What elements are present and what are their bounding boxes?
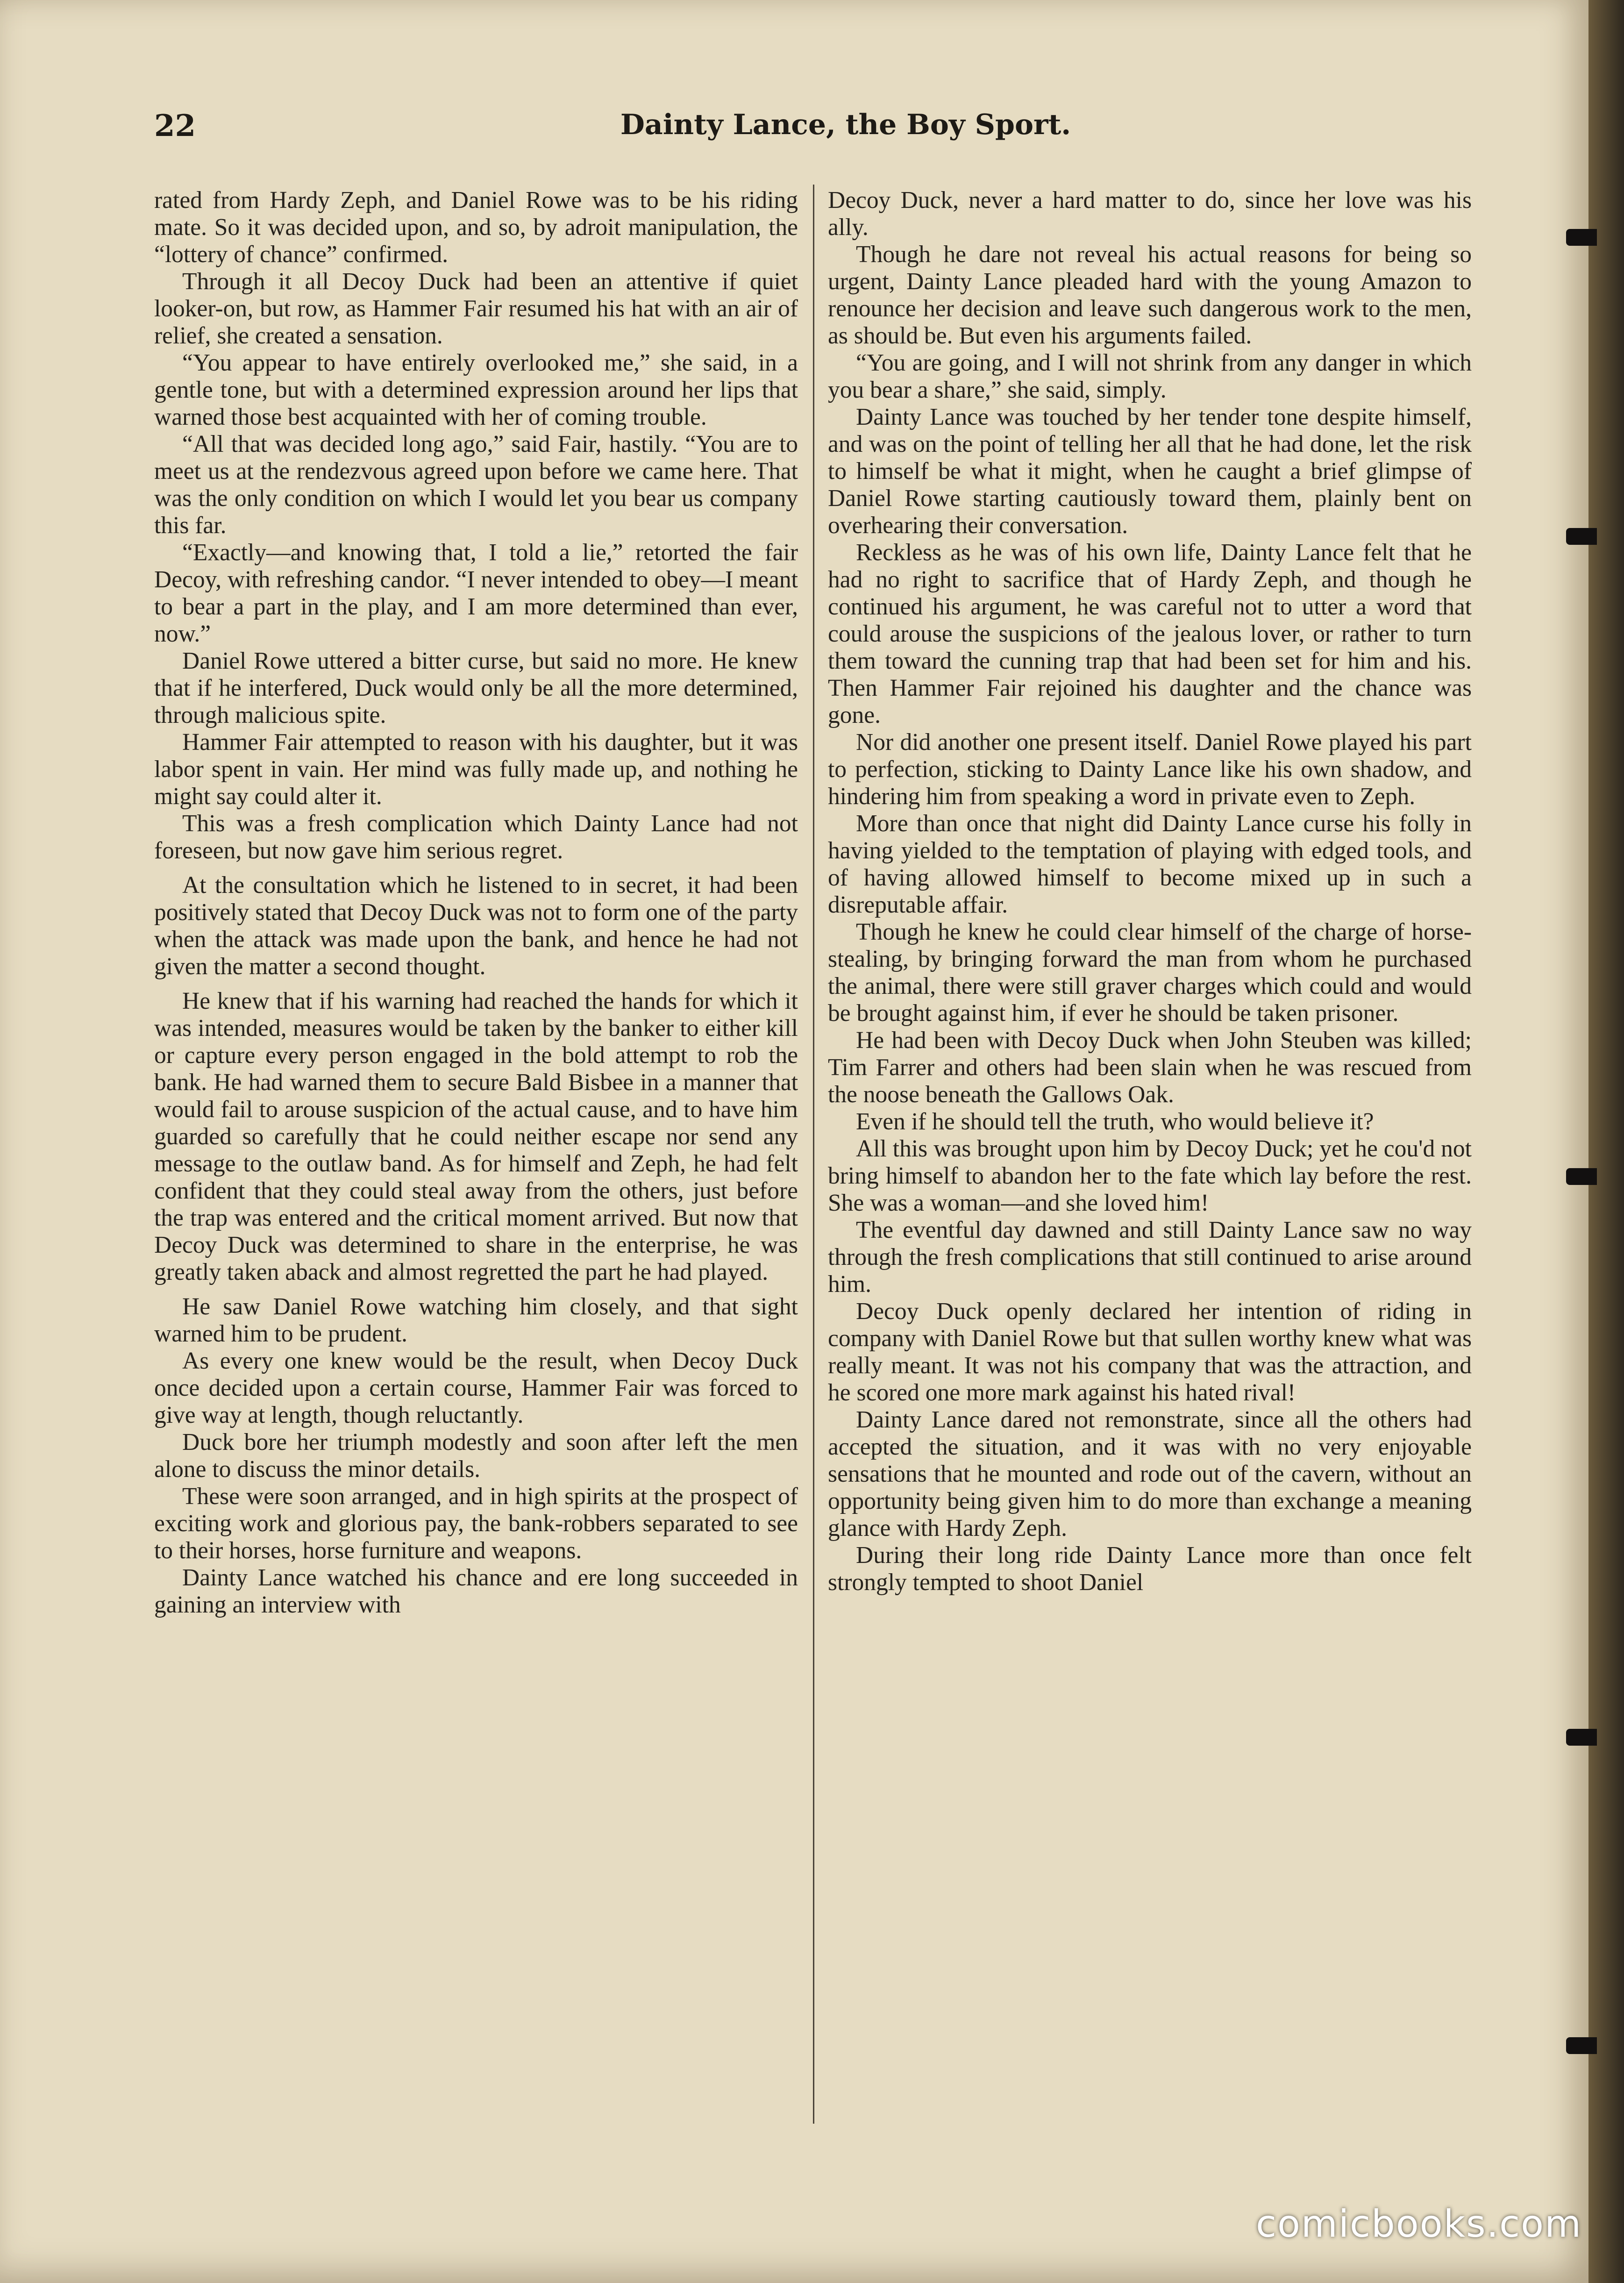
paragraph: Through it all Decoy Duck had been an attentive if quiet looker-on, but row, as Hammer Fair resumed his hat with an air of relief, she created a sensation. <box>154 268 798 349</box>
running-title: Dainty Lance, the Boy Sport. <box>620 108 1071 141</box>
right-column <box>828 187 1472 2149</box>
paragraph: He knew that if his warning had reached the hands for which it was intended, measures would be taken by the banker to either kill or capture every person engaged in the bold attempt to rob the bank. He had warned them to secure Bald Bisbee in a manner that would fail to arouse suspicion of the actual cause, and to have him guarded so carefully that he could neither escape nor send any message to the outlaw band. As for himself and Zeph, he had felt confident that they could steal away from the others, just before the trap was entered and the critical moment arrived. But now that Decoy Duck was determined to share in the enterprise, he was greatly taken aback and almost regretted the part he had played. <box>154 988 798 1285</box>
paragraph: As every one knew would be the result, when Decoy Duck once decided upon a certain course, Hammer Fair was forced to give way at length, though reluctantly. <box>154 1348 798 1428</box>
page-header <box>154 108 1537 146</box>
paragraph: He had been with Decoy Duck when John Steuben was killed; Tim Farrer and others had been slain when he was rescued from the noose beneath the Gallows Oak. <box>828 1027 1472 1108</box>
paragraph: During their long ride Dainty Lance more than once felt strongly tempted to shoot Daniel <box>828 1542 1472 1596</box>
paragraph: Reckless as he was of his own life, Dainty Lance felt that he had no right to sacrifice that of Hardy Zeph, and though he continued his argument, he was careful not to utter a word that could arouse the suspicions of the jealous lover, or rather to turn them toward the cunning trap that had been set for him and his. Then Hammer Fair rejoined his daughter and the chance was gone. <box>828 539 1472 728</box>
paragraph: Daniel Rowe uttered a bitter curse, but said no more. He knew that if he interfered, Duck would only be all the more determined, through malicious spite. <box>154 648 798 728</box>
paragraph: This was a fresh complication which Dainty Lance had not foreseen, but now gave him serious regret. <box>154 810 798 864</box>
paragraph: Though he knew he could clear himself of the charge of horse-stealing, by bringing forward the man from whom he purchased the animal, there were still graver charges which could and would be brought against him, if ever he should be taken prisoner. <box>828 919 1472 1027</box>
paragraph: More than once that night did Dainty Lance curse his folly in having yielded to the temptation of playing with edged tools, and of having allowed himself to become mixed up in such a disreputable affair. <box>828 810 1472 918</box>
watermark: comicbooks.com <box>1255 2202 1582 2246</box>
paragraph: “You appear to have entirely overlooked me,” she said, in a gentle tone, but with a determined expression around her lips that warned those best acquainted with her of coming trouble. <box>154 350 798 430</box>
paragraph: The eventful day dawned and still Dainty Lance saw no way through the fresh complications that still continued to arise around him. <box>828 1217 1472 1298</box>
paragraph: He saw Daniel Rowe watching him closely, and that sight warned him to be prudent. <box>154 1293 798 1347</box>
binding-staple <box>1566 1168 1597 1185</box>
column-divider <box>813 185 814 2124</box>
paragraph: At the consultation which he listened to in secret, it had been positively stated that Decoy Duck was not to form one of the party when the attack was made upon the bank, and hence he had not given the matter a second thought. <box>154 872 798 980</box>
paragraph: “Exactly—and knowing that, I told a lie,” retorted the fair Decoy, with refreshing candor. “I never intended to obey—I meant to bear a part in the play, and I am more determined than ever, now.” <box>154 539 798 647</box>
page-number: 22 <box>154 108 196 143</box>
paragraph: Dainty Lance watched his chance and ere long succeeded in gaining an interview with <box>154 1564 798 1618</box>
paragraph: Decoy Duck, never a hard matter to do, since her love was his ally. <box>828 187 1472 241</box>
binding-staple <box>1566 528 1597 545</box>
binding-staple <box>1566 1729 1597 1746</box>
paragraph: Even if he should tell the truth, who would believe it? <box>856 1108 1374 1135</box>
binding-staple <box>1566 2037 1597 2054</box>
paragraph: Nor did another one present itself. Daniel Rowe played his part to perfection, sticking to Dainty Lance like his own shadow, and hindering him from speaking a word in private even to Zeph. <box>828 729 1472 810</box>
paragraph: rated from Hardy Zeph, and Daniel Rowe was to be his riding mate. So it was decided upon, and so, by adroit manipulation, the “lottery of chance” confirmed. <box>154 187 798 268</box>
paragraph: “You are going, and I will not shrink from any danger in which you bear a share,” she said, simply. <box>828 350 1472 403</box>
paragraph: “All that was decided long ago,” said Fair, hastily. “You are to meet us at the rendezvous agreed upon before we came here. That was the only condition on which I would let you bear us company this far. <box>154 431 798 539</box>
paragraph: Though he dare not reveal his actual reasons for being so urgent, Dainty Lance pleaded hard with the young Amazon to renounce her decision and leave such dangerous work to the men, as should be. But even his arguments failed. <box>828 241 1472 349</box>
paragraph: All this was brought upon him by Decoy Duck; yet he cou'd not bring himself to abandon her to the fate which lay before the rest. She was a woman—and she loved him! <box>828 1135 1472 1216</box>
paragraph: Dainty Lance dared not remonstrate, since all the others had accepted the situation, and it was with no very enjoyable sensations that he mounted and rode out of the cavern, without an opportunity being given him to do more than exchange a meaning glance with Hardy Zeph. <box>828 1406 1472 1541</box>
paragraph: These were soon arranged, and in high spirits at the prospect of exciting work and glorious pay, the bank-robbers separated to see to their horses, horse furniture and weapons. <box>154 1483 798 1564</box>
paragraph: Duck bore her triumph modestly and soon after left the men alone to discuss the minor details. <box>154 1429 798 1483</box>
paragraph: Hammer Fair attempted to reason with his daughter, but it was labor spent in vain. Her mind was fully made up, and nothing he might say could alter it. <box>154 729 798 810</box>
binding-edge <box>1588 0 1624 2283</box>
paragraph: Dainty Lance was touched by her tender tone despite himself, and was on the point of telling her all that he had done, let the risk to himself be what it might, when he caught a brief glimpse of Daniel Rowe starting cautiously toward them, plainly bent on overhearing their conversation. <box>828 404 1472 539</box>
left-column <box>154 187 798 2149</box>
binding-staple <box>1566 229 1597 246</box>
paragraph: Decoy Duck openly declared her intention of riding in company with Daniel Rowe but that sullen worthy knew what was really meant. It was not his company that was the attraction, and he scored one more mark against his hated rival! <box>828 1298 1472 1406</box>
